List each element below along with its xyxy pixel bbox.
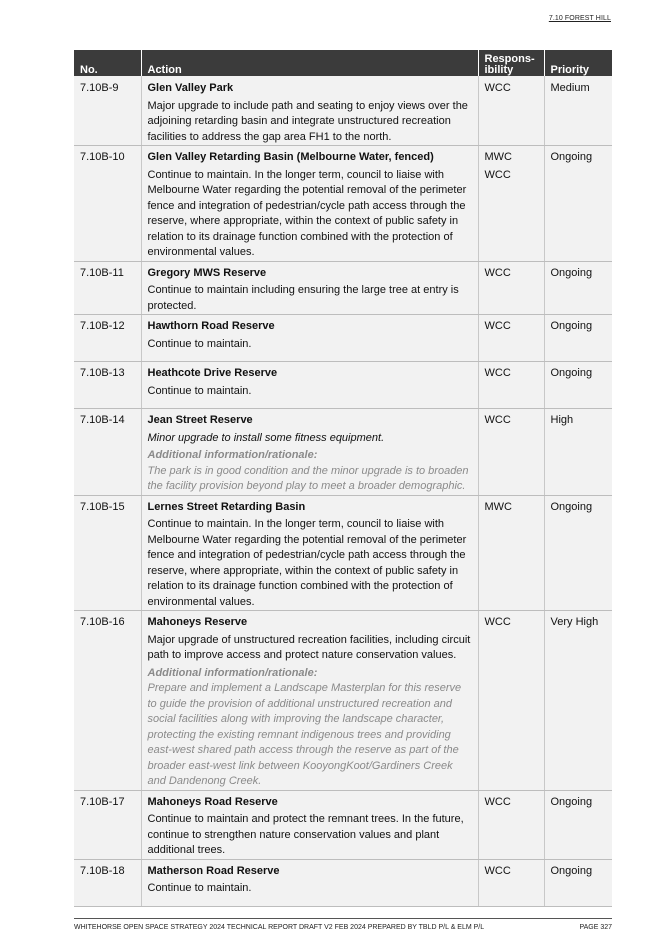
cell-action	[141, 859, 478, 906]
cell-priority: Ongoing	[544, 261, 612, 315]
responsibility-value: MWC	[484, 500, 512, 513]
column-header-no: No.	[74, 50, 141, 76]
table-row	[74, 611, 612, 791]
responsibility-value: WCC	[484, 266, 511, 279]
cell-action	[141, 495, 478, 611]
cell-no: 7.10B-12	[74, 315, 141, 362]
responsibility-value: WCC	[484, 795, 511, 808]
cell-responsibility	[478, 315, 544, 362]
action-description: Continue to maintain.	[147, 337, 252, 350]
cell-responsibility	[478, 790, 544, 859]
cell-priority: Ongoing	[544, 362, 612, 409]
cell-responsibility	[478, 76, 544, 146]
cell-responsibility	[478, 261, 544, 315]
table-row	[74, 409, 612, 496]
cell-priority: Ongoing	[544, 315, 612, 362]
cell-responsibility	[478, 362, 544, 409]
cell-no: 7.10B-15	[74, 495, 141, 611]
cell-responsibility	[478, 146, 544, 262]
action-description: Continue to maintain including ensuring the large tree at entry is protected.	[147, 284, 459, 312]
footer-document-info: WHITEHORSE OPEN SPACE STRATEGY 2024 TECHNICAL REPORT DRAFT V2 FEB 2024 PREPARED BY TBLD P/L & ELM P/L	[74, 924, 485, 931]
action-description: Major upgrade to include path and seating to enjoy views over the adjoining retarding basin and integrate unstructured recreation facilities to address the gap area FH1 to the north.	[147, 99, 468, 143]
cell-priority: Ongoing	[544, 495, 612, 611]
table-row	[74, 315, 612, 362]
cell-action	[141, 362, 478, 409]
cell-responsibility	[478, 859, 544, 906]
cell-responsibility	[478, 495, 544, 611]
responsibility-value: WCC	[484, 320, 511, 332]
rationale-text: The park is in good condition and the minor upgrade is to broaden the facility provision beyond play to meet a broader demographic.	[147, 464, 469, 492]
action-title: Lernes Street Retarding Basin	[147, 500, 306, 513]
action-description: Continue to maintain and protect the remnant trees. In the future, continue to strengthen nature conservation values and plant additional trees.	[147, 813, 464, 856]
action-title: Jean Street Reserve	[147, 414, 253, 426]
rationale-text: Prepare and implement a Landscape Masterplan for this reserve to guide the provision of additional unstructured recreation and social facilities along with improving the landscape character, protecting the existing remnant indigenous trees and providing east-west shared path access through the reserve as part of the broader east-west link between KooyongKoot/Gardiners Creek and Dandenong Creek.	[147, 682, 462, 787]
column-header-priority: Priority	[544, 50, 612, 76]
section-header-link[interactable]: 7.10 FOREST HILL	[548, 15, 611, 22]
responsibility-value: WCC	[484, 616, 511, 628]
cell-action	[141, 76, 478, 146]
rationale-heading: Additional information/rationale:	[147, 666, 318, 679]
action-description: Continue to maintain. In the longer term, council to liaise with Melbourne Water regarding the potential removal of the perimeter fence and integration of pedestrian/cycle path access through the reserve, where appropriate, within the context of public safety in relation to its drainage function combined with the protection of environmental values.	[147, 168, 467, 258]
table-row	[74, 362, 612, 409]
action-description: Continue to maintain.	[147, 882, 252, 894]
action-description: Continue to maintain.	[147, 384, 252, 397]
cell-responsibility	[478, 611, 544, 791]
cell-action	[141, 315, 478, 362]
responsibility-value: WCC	[484, 414, 511, 426]
cell-action	[141, 611, 478, 791]
table-row	[74, 146, 612, 262]
table-row	[74, 790, 612, 859]
action-description: Minor upgrade to install some fitness equipment.	[147, 431, 385, 444]
footer-page-number: PAGE 327	[579, 924, 612, 931]
table-row	[74, 261, 612, 315]
action-description: Continue to maintain. In the longer term, council to liaise with Melbourne Water regarding the potential removal of the perimeter fence and integration of pedestrian/cycle path access through the reserve, where appropriate, within the context of public safety in relation to its drainage function combined with the protection of environmental values.	[147, 518, 467, 608]
cell-no: 7.10B-17	[74, 790, 141, 859]
cell-no: 7.10B-13	[74, 362, 141, 409]
cell-priority: Ongoing	[544, 790, 612, 859]
column-header-action: Action	[141, 50, 478, 76]
rationale-heading: Additional information/rationale:	[147, 449, 318, 461]
responsibility-value: WCC	[484, 367, 511, 379]
cell-priority: Ongoing	[544, 146, 612, 262]
cell-priority: Ongoing	[544, 859, 612, 906]
responsibility-value: WCC	[484, 168, 511, 181]
cell-action	[141, 409, 478, 496]
cell-no: 7.10B-16	[74, 611, 141, 791]
action-title: Mahoneys Road Reserve	[147, 795, 278, 808]
action-title: Hawthorn Road Reserve	[147, 320, 275, 332]
responsibility-value: WCC	[484, 82, 511, 94]
cell-action	[141, 146, 478, 262]
action-title: Gregory MWS Reserve	[147, 266, 267, 279]
cell-priority: Very High	[544, 611, 612, 791]
cell-priority: High	[544, 409, 612, 496]
action-title: Glen Valley Retarding Basin (Melbourne Water, fenced)	[147, 151, 434, 163]
cell-priority: Medium	[544, 76, 612, 146]
cell-no: 7.10B-10	[74, 146, 141, 262]
action-description: Major upgrade of unstructured recreation facilities, including circuit path to improve access and protect nature conservation values.	[147, 633, 471, 661]
column-header-responsibility: Respons-ibility	[478, 50, 544, 76]
cell-responsibility	[478, 409, 544, 496]
action-title: Glen Valley Park	[147, 82, 234, 94]
responsibility-value: MWC	[484, 151, 512, 163]
responsibility-value: WCC	[484, 864, 511, 877]
cell-no: 7.10B-14	[74, 409, 141, 496]
page-footer	[74, 918, 612, 931]
cell-no: 7.10B-18	[74, 859, 141, 906]
table-row	[74, 76, 612, 146]
cell-action	[141, 261, 478, 315]
table-header-row	[74, 50, 612, 76]
actions-table	[74, 50, 612, 907]
cell-no: 7.10B-11	[74, 261, 141, 315]
action-title: Matherson Road Reserve	[147, 864, 280, 877]
action-title: Mahoneys Reserve	[147, 616, 248, 628]
action-title: Heathcote Drive Reserve	[147, 367, 278, 379]
table-row	[74, 859, 612, 906]
cell-action	[141, 790, 478, 859]
table-row	[74, 495, 612, 611]
cell-no: 7.10B-9	[74, 76, 141, 146]
